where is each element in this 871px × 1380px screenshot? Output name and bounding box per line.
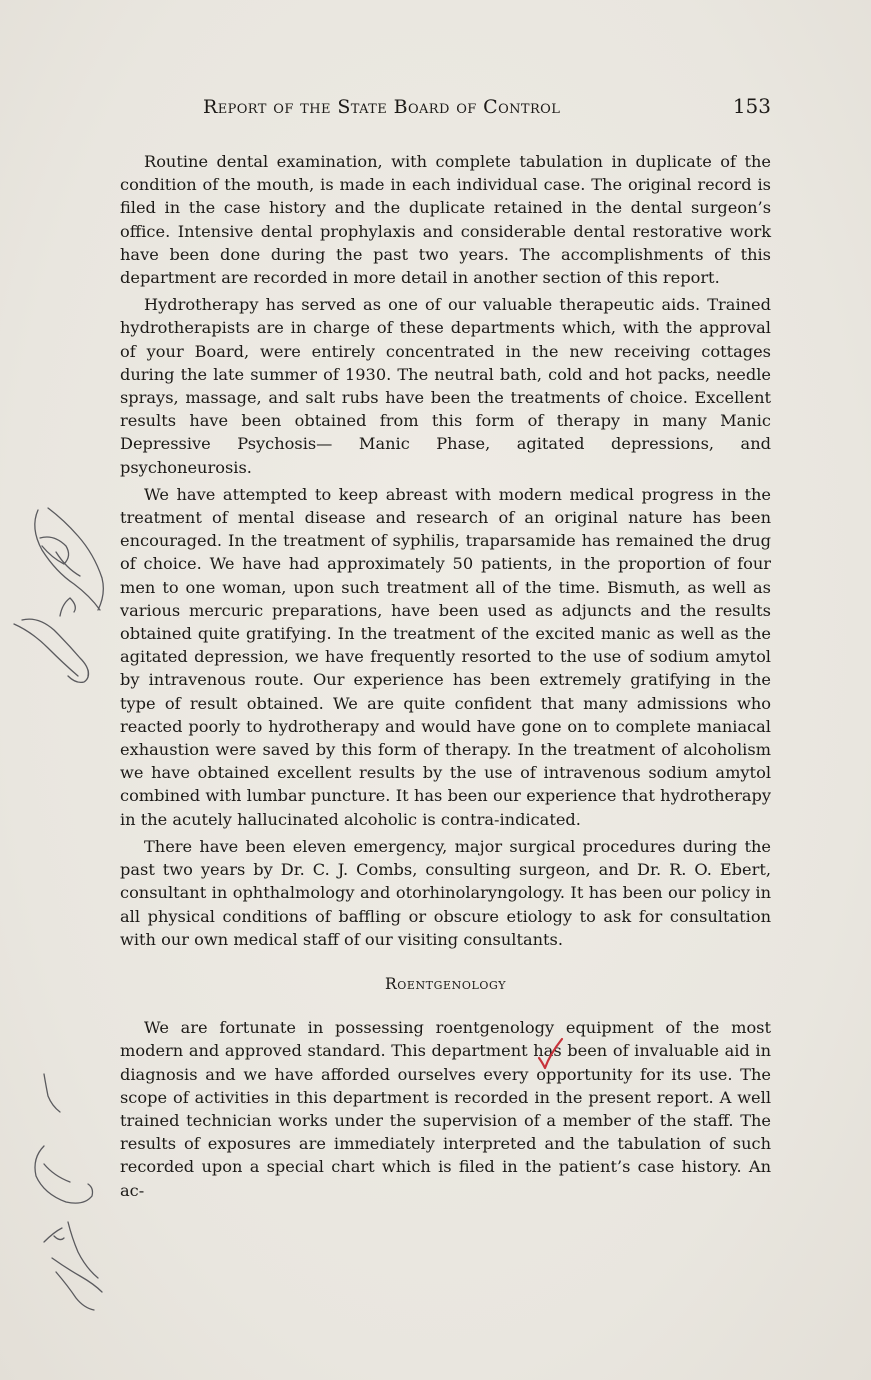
section-heading: Roentgenology xyxy=(384,974,507,993)
paragraph-surgical: There have been eleven emergency, major surgical procedures during the past two years by Dr. C. J. Combs, consulting surgeon, and Dr. R. O. Ebert, consultant in ophthalmology and otorhinolaryngology. It has been our policy in all physical conditions of baffling or obscure etiology to ask for consultation with our own medical staff of our visiting consultants. xyxy=(120,836,771,949)
running-header xyxy=(203,92,771,126)
paragraph-hydrotherapy: Hydrotherapy has served as one of our valuable therapeutic aids. Trained hydrotherapists are in charge of these departments which, with the approval of your Board, were entirely concentrated in the new receiving cottages during the late summer of 1930. The neutral bath, cold and hot packs, needle sprays, massage, and salt rubs have been the treatments of choice. Excellent results have been obtained from this form of therapy in many Manic Depressive Psychosis— Manic Phase, agitated depressions, and psychoneurosis. xyxy=(120,295,771,477)
pencil-margin-marks-top xyxy=(8,498,120,698)
paragraph-roentgenology: We are fortunate in possessing roentgenology equipment of the most modern and approved standard. This department has been of invaluable aid in diagnosis and we have afforded ourselves every opportunity for its use. The scope of activities in this department is recorded in the present report. A well trained technician works under the supervision of a member of the staff. The results of exposures are immediately interpreted and the tabulation of such recorded upon a special chart which is filed in the patient’s case history. An ac- xyxy=(120,1018,771,1200)
body-text xyxy=(120,150,771,1206)
paragraph-dental: Routine dental examination, with complete tabulation in duplicate of the condition of the mouth, is made in each individual case. The original record is filed in the case history and the duplicate retained in the dental surgeon’s office. Intensive dental prophylaxis and considerable dental restorative work have been done during the past two years. The accomplishments of this department are recorded in more detail in another section of this report. xyxy=(120,152,771,288)
page-number: 153 xyxy=(732,94,771,118)
red-check-mark-icon xyxy=(536,1036,566,1074)
paragraph-medical-progress: We have attempted to keep abreast with modern medical progress in the treatment of mental disease and research of an original nature has been encouraged. In the treatment of syphilis, traparsamide has remained the drug of choice. We have had approximately 50 patients, in the proportion of four men to one woman, upon such treatment all of the time. Bismuth, as well as various mercuric preparations, have been used as adjuncts and the results obtained quite gratifying. In the treatment of the excited manic as well as the agitated depression, we have frequently resorted to the use of sodium amytol by intravenous route. Our experience has been extremely gratifying in the type of result obtained. We are quite confident that many admissions who reacted poorly to hydrotherapy and would have gone on to complete maniacal exhaustion were saved by this form of therapy. In the treatment of alcoholism we have obtained excellent results by the use of intravenous sodium amytol combined with lumbar puncture. It has been our experience that hydrotherapy in the acutely hallucinated alcoholic is contra-indicated. xyxy=(120,484,771,829)
header-title: Report of the State Board of Control xyxy=(203,96,561,118)
pencil-margin-marks-bottom xyxy=(14,1072,124,1312)
